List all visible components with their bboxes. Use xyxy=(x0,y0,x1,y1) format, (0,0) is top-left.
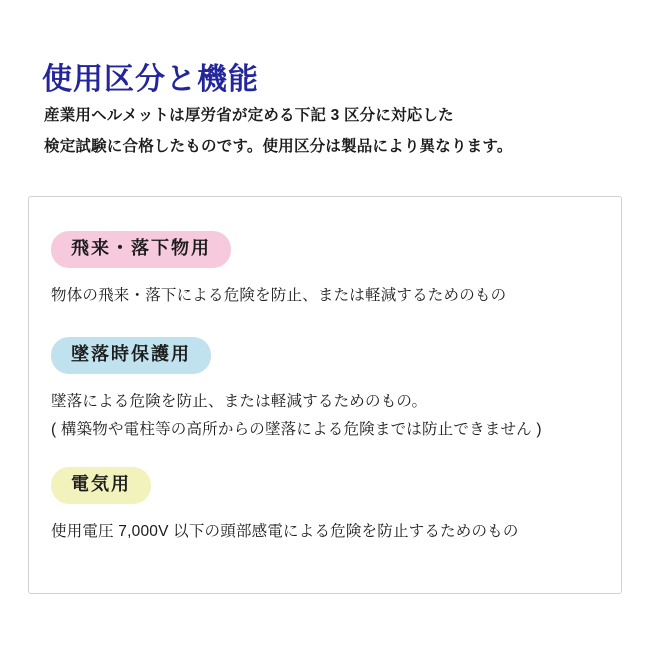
category-description-falling-objects xyxy=(51,282,599,311)
category-description-fall-protection xyxy=(51,388,599,445)
lead-line-2: 検定試験に合格したものです。使用区分は製品により異なります。 xyxy=(44,138,513,155)
lead-line-1: 産業用ヘルメットは厚労省が定める下記 3 区分に対応した xyxy=(44,107,454,124)
description-line: 使用電圧 7,000V 以下の頭部感電による危険を防止するためのもの xyxy=(51,522,519,540)
page-title: 使用区分と機能 xyxy=(42,63,259,97)
category-tag-falling-objects: 飛来・落下物用 xyxy=(51,231,231,268)
category-tag-fall-protection: 墜落時保護用 xyxy=(51,337,211,374)
category-section-fall-protection xyxy=(29,337,621,445)
category-tag-electrical: 電気用 xyxy=(51,467,151,504)
category-section-falling-objects xyxy=(29,231,621,310)
categories-panel xyxy=(28,196,622,594)
lead-paragraph xyxy=(44,100,624,162)
description-line: 物体の飛来・落下による危険を防止、または軽減するためのもの xyxy=(51,286,507,304)
description-line: 墜落による危険を防止、または軽減するためのもの。 xyxy=(51,392,428,410)
category-description-electrical xyxy=(51,518,599,547)
description-line-note: ( 構築物や電柱等の高所からの墜落による危険までは防止できません ) xyxy=(51,421,542,439)
category-section-electrical xyxy=(29,467,621,546)
